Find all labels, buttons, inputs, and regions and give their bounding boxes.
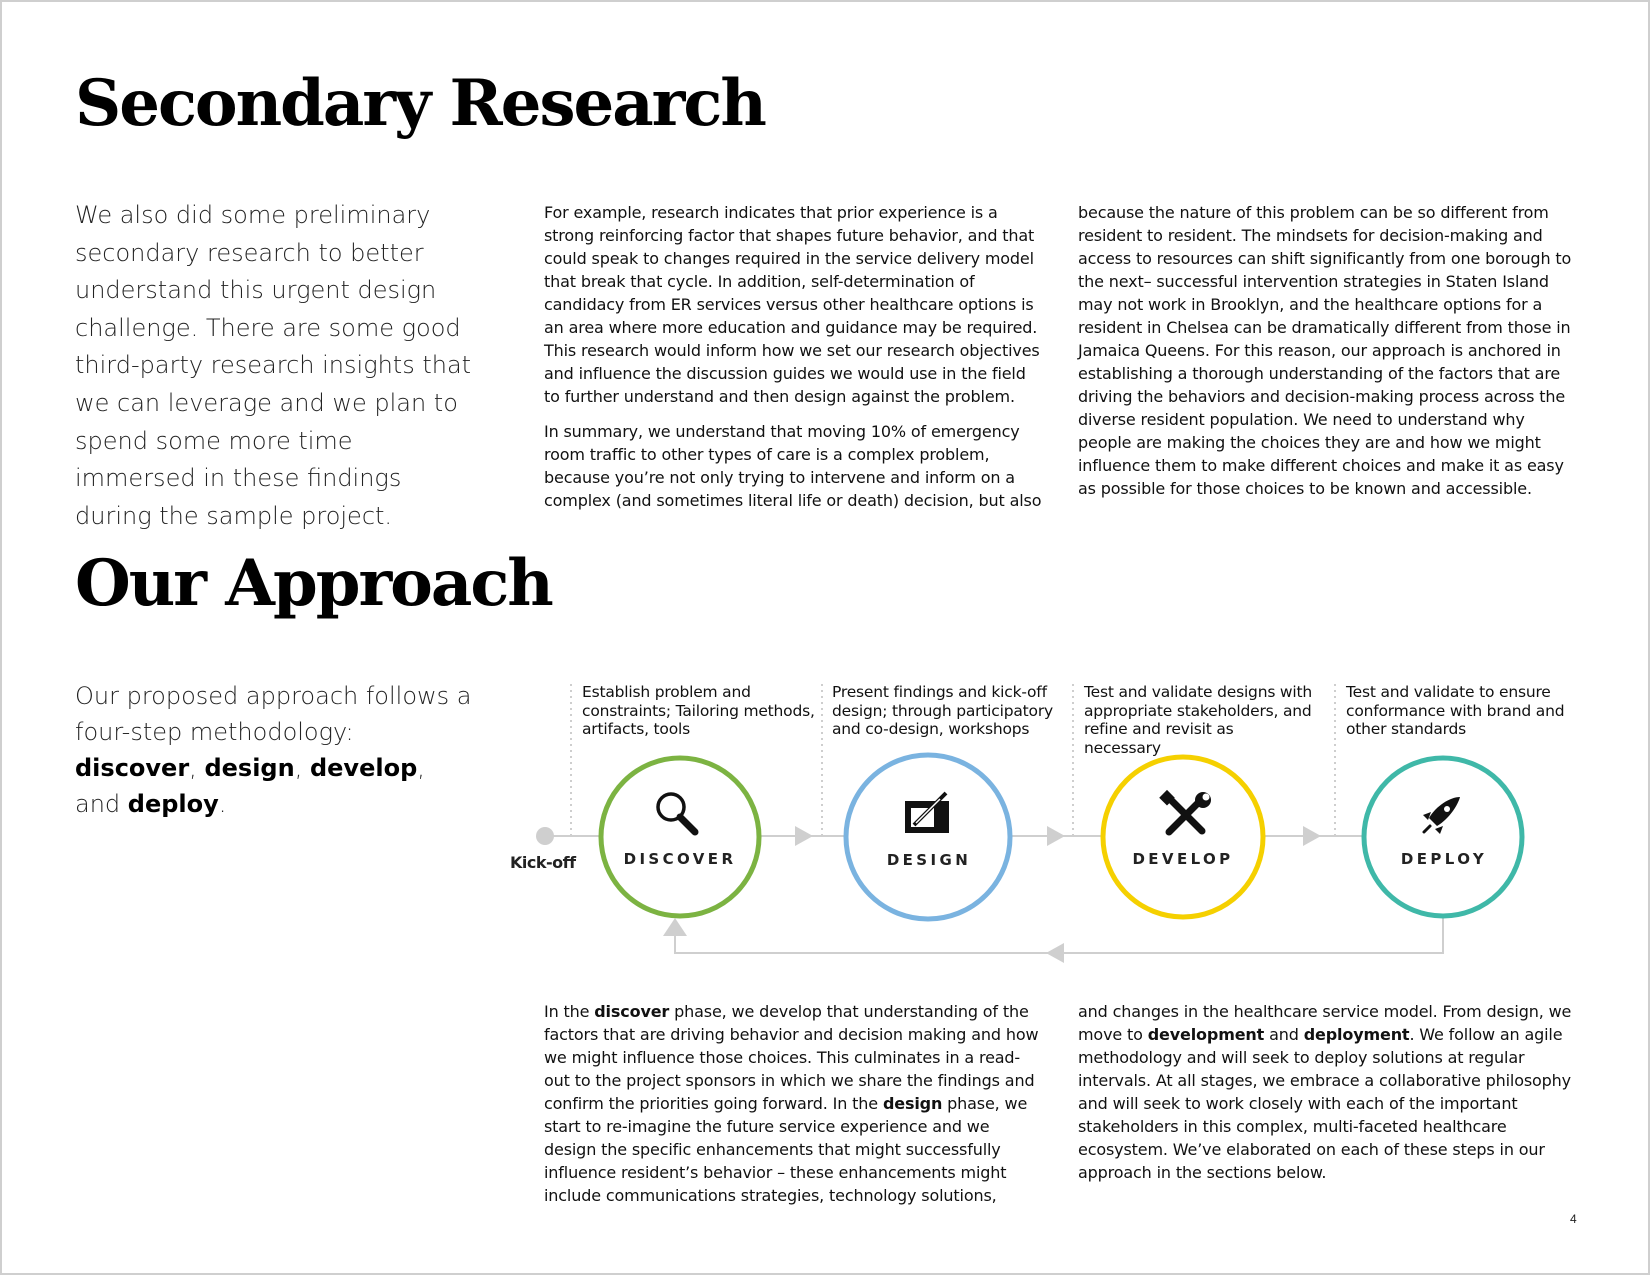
- stage-circle-develop: [1103, 757, 1263, 917]
- arrow-develop-to-deploy: [1303, 826, 1321, 846]
- closing-c2-development: development: [1147, 1025, 1265, 1044]
- feedback-arrow-left: [1046, 943, 1064, 963]
- secondary-col2-paragraph-1: because the nature of this problem can be so different from resident to resident. The mindsets for decision-making and access to resources can shift significantly from one borough to the next– successful intervention strategies in Staten Island may not work in Brooklyn, and the healthcare options for a resident in Chelsea can be dramatically different from those in Jamaica Queens. For this reason, our approach is anchored in establishing a thorough understanding of the factors that are driving the behaviors and decision-making process across the diverse resident population. We need to understand why people are making the choices they are and how we might influence them to make different choices and make it as easy as possible for those choices to be known and accessible.: [1078, 203, 1572, 498]
- approach-step-develop: develop: [309, 754, 418, 782]
- closing-c2-text-e: . We follow an agile methodology and will seek to deploy solutions at regular intervals. At all stages, we embrace a collaborative philosophy and will seek to work closely with each of the important stakeholders in this complex, multi-faceted healthcare ecosystem. We’ve elaborated on each of these steps in our approach in the sections below.: [1078, 1025, 1571, 1182]
- approach-and-word: and: [75, 790, 121, 818]
- stage-note-discover: Establish problem and constraints; Tailoring methods, artifacts, tools: [582, 683, 815, 738]
- page-number: 4: [1570, 1212, 1577, 1226]
- kickoff-label: Kick-off: [510, 853, 576, 872]
- secondary-col1-paragraph-1: For example, research indicates that prior experience is a strong reinforcing factor that shapes future behavior, and that could speak to changes required in the service delivery model that break that cycle. In addition, self-determination of candidacy from ER services versus other healthcare options is an area where more education and guidance may be required. This research would inform how we set our research objectives and influence the discussion guides we would use in the field to further understand and then design against the problem.: [544, 203, 1040, 406]
- stage-label-discover: DISCOVER: [623, 850, 737, 868]
- arrow-discover-to-design: [795, 826, 813, 846]
- secondary-col1-paragraph-2: In summary, we understand that moving 10% of emergency room traffic to other types of care is a complex problem, because you’re not only trying to intervene and inform on a complex (and sometimes literal life or death) decision, but also: [544, 422, 1042, 510]
- closing-c1-text-c: phase, we develop that understanding of the factors that are driving behavior and decision making and how we might influence those choices. This culminates in a read-out to the project sponsors in which we share the findings and confirm the priorities going forward. In the: [544, 1002, 1039, 1113]
- approach-step-deploy: deploy: [127, 790, 219, 818]
- stage-circle-design: [846, 755, 1010, 919]
- feedback-arrow-up: [663, 918, 687, 936]
- closing-c2-text-c: and: [1264, 1025, 1304, 1044]
- stage-label-deploy: DEPLOY: [1400, 850, 1488, 868]
- approach-col2-paragraph: [1078, 1000, 1578, 1184]
- stage-label-design: DESIGN: [886, 851, 972, 869]
- closing-c1-text-e: phase, we start to re-imagine the future service experience and we design the specific enhancements that might successfully influence resident’s behavior – these enhancements might include communications strategies, technology solutions,: [544, 1094, 1028, 1205]
- stage-circle-deploy: [1364, 758, 1522, 916]
- approach-column-1: [544, 1000, 1044, 1219]
- approach-step-design: design: [204, 754, 295, 782]
- approach-period: .: [218, 790, 227, 818]
- section-title-secondary-research: Secondary Research: [75, 66, 765, 141]
- section-title-our-approach: Our Approach: [75, 546, 552, 621]
- secondary-intro: We also did some preliminary secondary research to better understand this urgent design challenge. There are some good third-party research insights that we can leverage and we plan to spend some more time immersed in these findings during the sample project.: [75, 201, 472, 530]
- stage-circle-discover: [601, 758, 759, 916]
- closing-c1-design: design: [882, 1094, 943, 1113]
- arrow-design-to-develop: [1047, 826, 1065, 846]
- approach-step-discover: discover: [75, 754, 190, 782]
- approach-column-2: [1078, 1000, 1578, 1196]
- stage-note-deploy: Test and validate to ensure conformance with brand and other standards: [1346, 683, 1565, 738]
- approach-comma-3: ,: [417, 754, 425, 782]
- stage-note-design: Present findings and kick-off design; through participatory and co-design, workshops: [832, 683, 1053, 738]
- approach-intro-text: Our proposed approach follows a four-step methodology:: [75, 682, 472, 746]
- closing-c2-text-a: and changes in the healthcare service model. From design, we move to: [1078, 1002, 1572, 1044]
- closing-c2-deployment: deployment: [1303, 1025, 1410, 1044]
- kickoff-dot: [536, 827, 554, 845]
- stage-note-develop: Test and validate designs with appropriate stakeholders, and refine and revisit as necessary: [1084, 683, 1313, 757]
- approach-col1-paragraph: [544, 1000, 1044, 1207]
- closing-c1-text-a: In the: [544, 1002, 595, 1021]
- approach-comma-1: ,: [189, 754, 197, 782]
- closing-c1-discover: discover: [594, 1002, 670, 1021]
- approach-comma-2: ,: [294, 754, 303, 782]
- stage-label-develop: DEVELOP: [1132, 850, 1234, 868]
